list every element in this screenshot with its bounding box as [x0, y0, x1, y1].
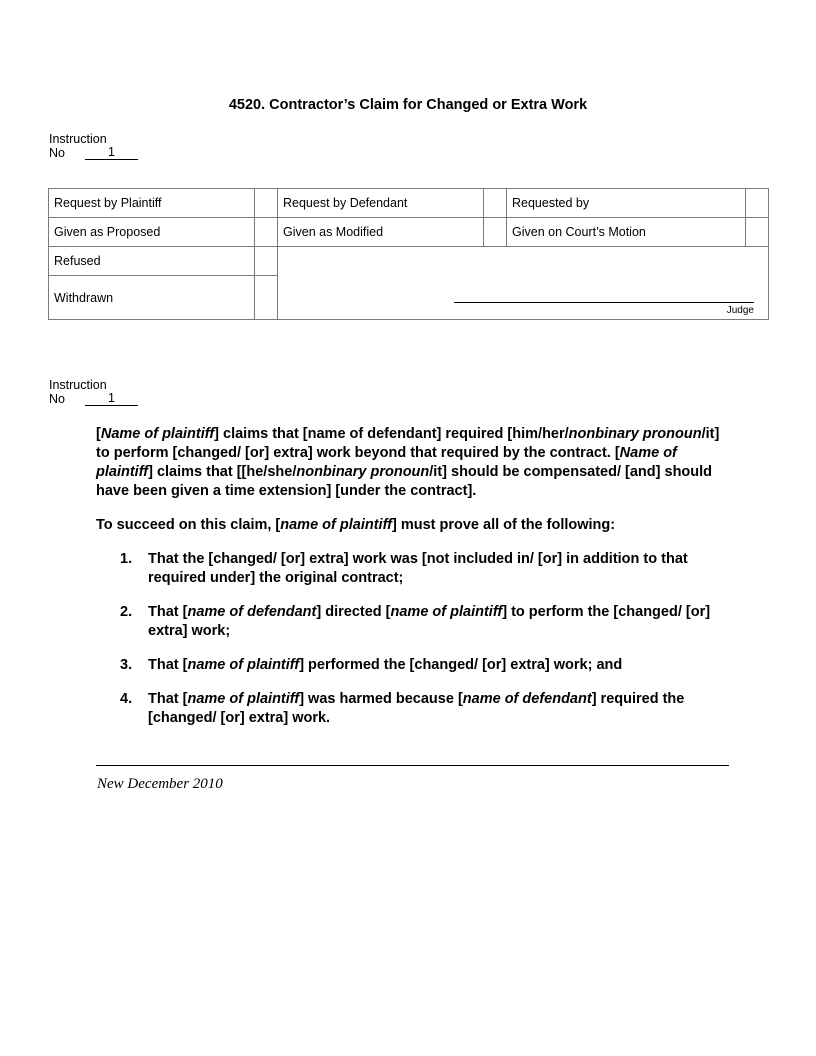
- footer-divider: [96, 765, 729, 766]
- judge-label: Judge: [726, 305, 754, 316]
- request-table: [48, 188, 769, 320]
- list-item-number: 3.: [120, 657, 133, 673]
- instruction-number-value: 1: [85, 146, 138, 160]
- list-item: [96, 656, 736, 675]
- list-item-text: That the [changed/ [or] extra] work was [not included in/ [or] in addition to that required under] the original contract;: [148, 551, 688, 586]
- requested-by-checkbox[interactable]: [746, 189, 769, 218]
- no-label: No: [49, 146, 65, 160]
- instruction-number-value: 1: [85, 392, 138, 406]
- elements-intro-paragraph: To succeed on this claim, [name of plaintiff] must prove all of the following:: [96, 517, 616, 533]
- list-item-text: That [name of plaintiff] performed the [changed/ [or] extra] work; and: [148, 657, 623, 673]
- refused-label: Refused: [49, 247, 255, 276]
- given-as-proposed-checkbox[interactable]: [255, 218, 278, 247]
- list-item-text: That [name of plaintiff] was harmed because [name of defendant] required the [changed/ [or] extra] work.: [148, 691, 685, 726]
- instruction-label: Instruction: [49, 132, 107, 146]
- list-item: [96, 690, 736, 728]
- instruction-number-block-2: [49, 378, 138, 406]
- instruction-body: [96, 425, 736, 743]
- request-by-defendant-label: Request by Defendant: [278, 189, 484, 218]
- and-connector: and: [596, 657, 623, 673]
- given-on-courts-motion-label: Given on Court’s Motion: [507, 218, 746, 247]
- requested-by-label: Requested by: [507, 189, 746, 218]
- instruction-label: Instruction: [49, 378, 107, 392]
- claim-paragraph: [Name of plaintiff] claims that [name of defendant] required [him/her/nonbinary pronoun/it] to perform [changed/ [or] extra] work beyond that required by the contract. [Name of plaintiff] claims that [[he/she/nonbinary pronoun/it] should be compensated/ [and] should have been given a time extension] [under the contract].: [96, 426, 720, 499]
- instruction-number-block: [49, 132, 138, 160]
- list-item-number: 2.: [120, 604, 133, 620]
- list-item: [96, 550, 736, 588]
- refused-checkbox[interactable]: [255, 247, 278, 276]
- revision-date: New December 2010: [97, 776, 223, 792]
- judge-signature-line[interactable]: [454, 302, 754, 303]
- given-on-courts-motion-checkbox[interactable]: [746, 218, 769, 247]
- given-as-proposed-label: Given as Proposed: [49, 218, 255, 247]
- list-item-number: 1.: [120, 551, 133, 567]
- judge-signature-area: [278, 247, 769, 320]
- no-label: No: [49, 392, 65, 406]
- list-item-number: 4.: [120, 691, 133, 707]
- elements-list: [96, 550, 736, 728]
- withdrawn-label: Withdrawn: [49, 276, 255, 320]
- page-title: 4520. Contractor’s Claim for Changed or Extra Work: [228, 97, 588, 113]
- given-as-modified-checkbox[interactable]: [484, 218, 507, 247]
- request-by-plaintiff-label: Request by Plaintiff: [49, 189, 255, 218]
- request-by-plaintiff-checkbox[interactable]: [255, 189, 278, 218]
- list-item-text: That [name of defendant] directed [name of plaintiff] to perform the [changed/ [or] extra] work;: [148, 604, 711, 639]
- list-item: [96, 603, 736, 641]
- withdrawn-checkbox[interactable]: [255, 276, 278, 320]
- request-by-defendant-checkbox[interactable]: [484, 189, 507, 218]
- given-as-modified-label: Given as Modified: [278, 218, 484, 247]
